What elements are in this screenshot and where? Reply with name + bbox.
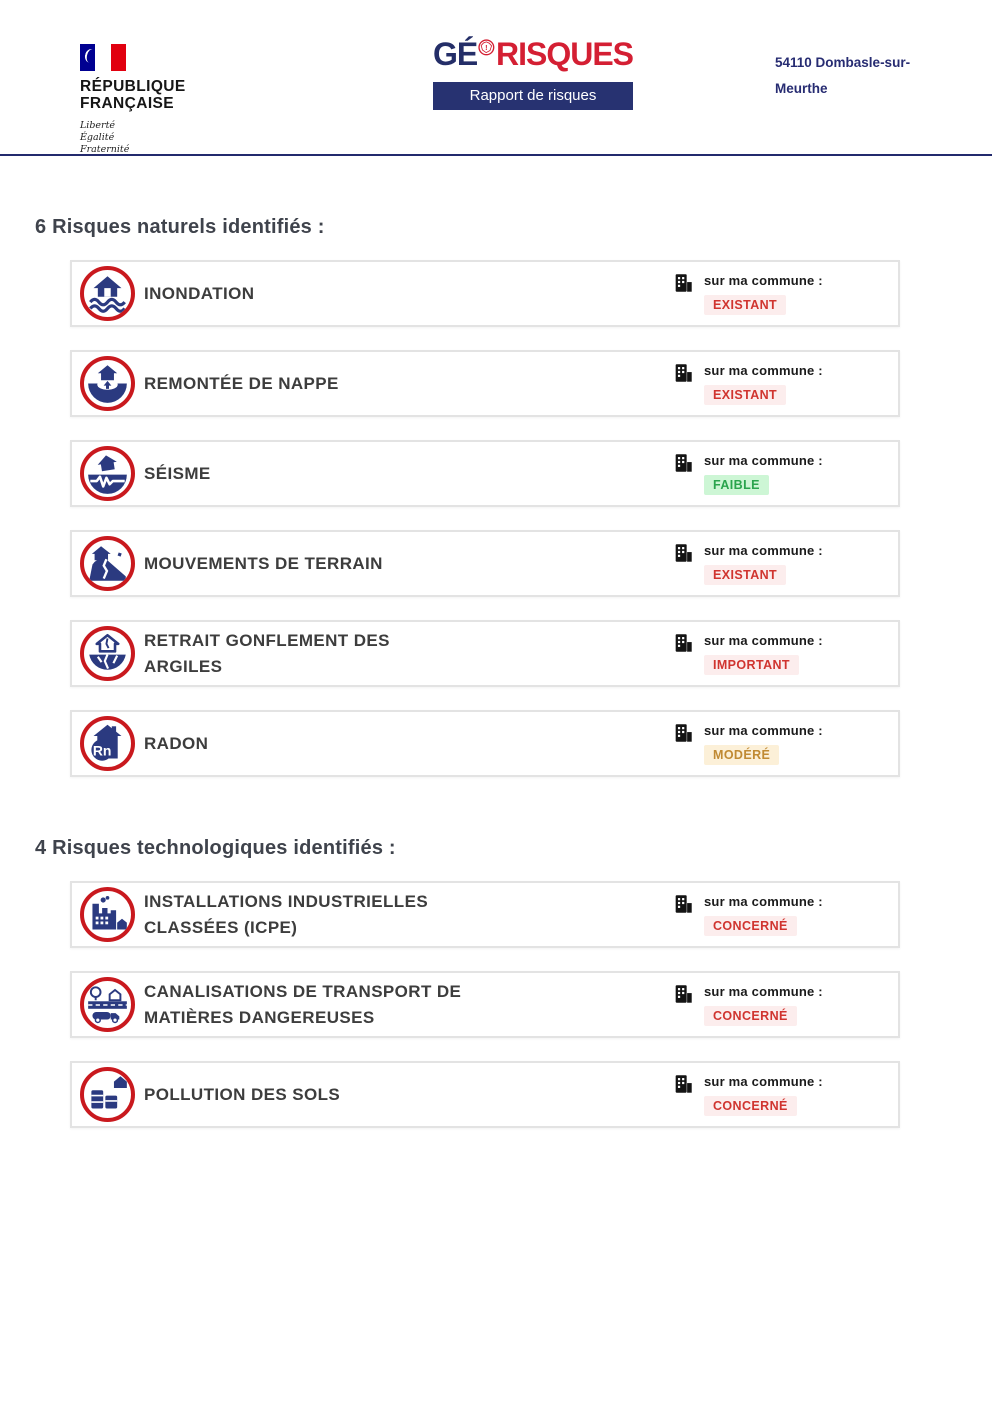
retrait-gonflement-des-argiles-icon [80, 626, 135, 681]
risk-card-mouvements-de-terrain [70, 530, 900, 597]
risk-title: RETRAIT GONFLEMENT DES ARGILES [144, 630, 390, 676]
status-badge: MODÉRÉ [704, 745, 779, 765]
remontee-de-nappe-icon [80, 356, 135, 411]
building-icon [672, 893, 694, 915]
commune-label: sur ma commune : [704, 1073, 823, 1089]
risk-title: INSTALLATIONS INDUSTRIELLES CLASSÉES (ICPE) [144, 891, 429, 937]
svg-text:!: ! [485, 43, 488, 53]
risk-card-retrait-gonflement-des-argiles [70, 620, 900, 687]
france-alert-icon [478, 39, 495, 70]
commune-status-block [672, 273, 897, 315]
canalisations-transport-matieres-dangereuses-icon [80, 977, 135, 1032]
risk-card-inondation [70, 260, 900, 327]
installations-industrielles-classees-icon [80, 887, 135, 942]
commune-status-block [672, 894, 897, 936]
risk-card-radon [70, 710, 900, 777]
commune-label: sur ma commune : [704, 983, 823, 999]
risk-title: REMONTÉE DE NAPPE [144, 373, 339, 393]
gov-logo-motto: Liberté Égalité Fraternité [80, 120, 130, 155]
risk-card-installations-industrielles-classees [70, 881, 900, 948]
status-badge: IMPORTANT [704, 655, 799, 675]
commune-label: sur ma commune : [704, 542, 823, 558]
tech-risks-list [70, 881, 900, 1128]
building-icon [672, 362, 694, 384]
gov-logo [80, 44, 186, 156]
commune-label: sur ma commune : [704, 893, 823, 909]
building-icon [672, 452, 694, 474]
commune-status-block [672, 984, 897, 1026]
building-icon [672, 542, 694, 564]
pollution-des-sols-icon [80, 1067, 135, 1122]
french-flag-icon [80, 44, 126, 71]
commune-status-block [672, 633, 897, 675]
commune-status-block [672, 453, 897, 495]
seisme-icon [80, 446, 135, 501]
logo-text-risques: RISQUES [495, 36, 633, 72]
commune-label: sur ma commune : [704, 452, 823, 468]
commune-label: sur ma commune : [704, 632, 823, 648]
radon-icon [80, 716, 135, 771]
risk-card-seisme [70, 440, 900, 507]
section-title-natural-risks: 6 Risques naturels identifiés : [35, 216, 325, 238]
gov-logo-title: RÉPUBLIQUE FRANÇAISE [80, 78, 186, 112]
commune-label: sur ma commune : [704, 362, 823, 378]
commune-status-block [672, 363, 897, 405]
georisques-logo [433, 36, 633, 110]
inondation-icon [80, 266, 135, 321]
status-badge: CONCERNÉ [704, 916, 797, 936]
status-badge: EXISTANT [704, 565, 786, 585]
building-icon [672, 983, 694, 1005]
risk-title: INONDATION [144, 283, 255, 303]
risk-title: RADON [144, 733, 209, 753]
mouvements-de-terrain-icon [80, 536, 135, 591]
building-icon [672, 272, 694, 294]
commune-label: sur ma commune : [704, 722, 823, 738]
status-badge: EXISTANT [704, 295, 786, 315]
risk-card-pollution-des-sols [70, 1061, 900, 1128]
building-icon [672, 632, 694, 654]
status-badge: CONCERNÉ [704, 1096, 797, 1116]
risk-title: CANALISATIONS DE TRANSPORT DE MATIÈRES DANGEREUSES [144, 981, 462, 1027]
page-header [0, 0, 992, 156]
commune-status-block [672, 543, 897, 585]
svg-text:Rn: Rn [92, 742, 112, 759]
commune-status-block [672, 723, 897, 765]
risk-card-canalisations-transport-matieres-dangereuses [70, 971, 900, 1038]
status-badge: CONCERNÉ [704, 1006, 797, 1026]
building-icon [672, 1073, 694, 1095]
report-body [0, 216, 992, 1128]
section-title-tech-risks: 4 Risques technologiques identifiés : [35, 837, 396, 859]
commune-status-block [672, 1074, 897, 1116]
status-badge: EXISTANT [704, 385, 786, 405]
building-icon [672, 722, 694, 744]
risk-title: SÉISME [144, 463, 211, 483]
status-badge: FAIBLE [704, 475, 769, 495]
risk-title: POLLUTION DES SOLS [144, 1084, 341, 1104]
rapport-de-risques-banner: Rapport de risques [433, 82, 633, 110]
logo-text-ge: GÉ [433, 36, 478, 72]
commune-name: 54110 Dombasle-sur-Meurthe [775, 55, 911, 96]
natural-risks-list [70, 260, 900, 777]
risk-title: MOUVEMENTS DE TERRAIN [144, 553, 383, 573]
risk-card-remontee-de-nappe [70, 350, 900, 417]
commune-label: sur ma commune : [704, 272, 823, 288]
